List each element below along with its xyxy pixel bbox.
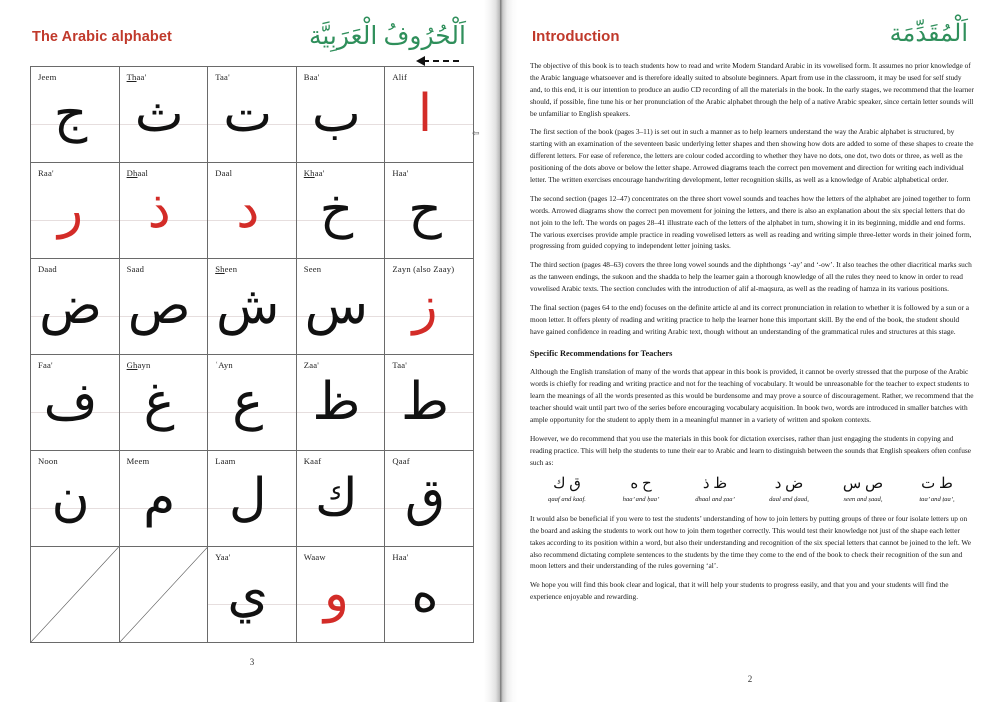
letter-name: Faa' xyxy=(38,360,53,370)
letter-glyph: ص xyxy=(127,278,191,335)
pair-arabic: ط ت xyxy=(921,476,953,493)
letter-cell-qaaf xyxy=(385,451,473,546)
table-row xyxy=(31,451,474,547)
paragraph: The objective of this book is to teach students how to read and write Modern Standard Arabic in its vowelised form. It assumes no prior knowledge of the Arabic language whatsoever and is therefore ideally suited to absolute beginners. Apart from use in the classroom, it may be used for self study and, to this end, it is our intention to produce an audio CD recording of all the materials in the book. In the early stages, we recommend that the learner should, if possible, fine tune his or her pronunciation of the Arabic alphabet through the help of a native Arabic speaker, since certain letter sounds will be unfamiliar to English speakers. xyxy=(530,61,974,118)
letter-name: Saad xyxy=(126,264,145,274)
letter-glyph: ض xyxy=(39,278,103,335)
letter-glyph: س xyxy=(304,278,369,335)
paragraph: It would also be beneficial if you were to test the students’ understanding of how to join letters by putting groups of three or four isolate letters up on the board and asking the students to work out how to join them together correctly. This would test their knowledge not just of the shape each letter takes according to its position within a word, but also their understanding and recognition of the six special letters that cannot be joined to the left. We also recommend dictating complete sentences to the students by the time they come to the end of the book to check their recognition of the sun and moon letters and their understanding of the rules governing ‘al’. xyxy=(530,513,972,571)
letter-glyph: ذ xyxy=(147,182,171,239)
letter-pair xyxy=(678,475,752,505)
page-edge-arrow-icon: ⇦ xyxy=(472,128,480,138)
letter-name: Taa' xyxy=(215,72,230,82)
letter-name: Laam xyxy=(215,456,236,466)
letter-cell-jeem xyxy=(31,67,119,162)
letter-name: Haa' xyxy=(392,552,409,562)
letter-glyph: ط xyxy=(400,374,450,431)
letter-cell-khaa xyxy=(297,163,385,258)
page-number-right: 2 xyxy=(747,674,753,684)
paragraph: However, we do recommend that you use the materials in this book for dictation exercises, rather than just engaging the students in copying and reading practice. This will help the students to tune their ear to Arabic and learn to distinguish between the sounds that English speakers often confuse such as: xyxy=(530,433,971,467)
right-page xyxy=(500,0,1000,702)
letter-name: Khaa' xyxy=(303,168,325,178)
introduction-title-arabic: اَلْمُقَدِّمَة xyxy=(889,21,968,47)
pair-transliteration: seen and ṣaad, xyxy=(843,496,883,504)
table-row xyxy=(31,547,474,643)
confusable-letter-pairs xyxy=(530,475,974,505)
letter-cell-daad xyxy=(31,259,119,354)
letter-name: ʿAyn xyxy=(215,360,233,370)
pair-arabic: ص س xyxy=(842,476,884,493)
pair-arabic: ض د xyxy=(774,476,804,493)
letter-cell-dhaal xyxy=(120,163,208,258)
pair-transliteration: daal and ḍaad, xyxy=(769,496,809,504)
letter-glyph: ك xyxy=(314,470,358,527)
letter-cell-yaa xyxy=(208,547,296,642)
letter-pair xyxy=(530,475,604,505)
letter-name: Meem xyxy=(126,456,150,466)
letter-name: Kaaf xyxy=(303,456,322,466)
letter-glyph: و xyxy=(323,566,349,623)
table-row xyxy=(31,355,474,451)
paragraph: Although the English translation of many of the words that appear in this book is provided, it cannot be overly stressed that the purpose of the Arabic words is chiefly for reading and writing practice and not for the teaching of vocabulary. It would be unreasonable for the teacher to expect students to learn the meanings of all the words presented as this would be burdensome and may prove a source of discouragement. Rather, we recommend that the teacher should wait until part two of the series before encouraging vocabulary acquisition. In book two, words are introduced in smaller batches with ample opportunity for the student to apply them in a meaningful manner in a variety of written and spoken contexts. xyxy=(530,367,974,424)
letter-glyph: ش xyxy=(216,278,280,335)
letter-cell-haa-soft xyxy=(385,547,473,642)
letter-cell-haa-hard xyxy=(385,163,473,258)
letter-cell-alif xyxy=(385,67,473,162)
letter-cell-kaaf xyxy=(297,451,385,546)
letter-pair xyxy=(900,475,974,505)
letter-glyph: ق xyxy=(404,470,446,527)
letter-glyph: ج xyxy=(53,86,88,143)
letter-cell-noon xyxy=(31,451,119,546)
letter-name: Daal xyxy=(215,168,233,178)
letter-glyph: ي xyxy=(227,566,269,623)
table-row xyxy=(31,259,474,355)
letter-name: Daad xyxy=(38,264,57,274)
letter-name: Thaa' xyxy=(126,72,147,82)
letter-glyph: ت xyxy=(223,86,273,143)
letter-name: Dhaal xyxy=(126,168,149,178)
letter-cell-waaw xyxy=(297,547,385,642)
letter-pair xyxy=(826,475,900,505)
letter-glyph: د xyxy=(236,182,260,239)
section-subheading: Specific Recommendations for Teachers xyxy=(530,348,673,358)
pair-arabic: ح ه xyxy=(630,476,652,493)
letter-cell-ghayn xyxy=(120,355,208,450)
right-page-header xyxy=(530,21,972,60)
letter-cell-thaa xyxy=(120,67,208,162)
paragraph: The third section (pages 48–63) covers the three long vowel sounds and the diphthongs ‘-ay’ and ‘-ow’. It also teaches the other diacritical marks such as the tanween endings, the sukoon and the shadda to help the learner gain a thorough knowledge of all the rules they need to know in order to read vowelised Arabic texts. The section concludes with the introduction of alif al-maqsura, as well as the reading of hamza in its various positions. xyxy=(530,260,972,294)
table-row xyxy=(31,67,474,163)
letter-cell-zaa xyxy=(297,355,385,450)
page-title: The Arabic alphabet xyxy=(32,29,172,45)
page-number-left: 3 xyxy=(249,657,255,667)
letter-name: Zayn (also Zaay) xyxy=(392,264,455,274)
introduction-body xyxy=(530,60,974,603)
letter-glyph: ف xyxy=(43,374,98,431)
letter-cell-empty xyxy=(120,547,208,642)
letter-cell-empty xyxy=(31,547,119,642)
arabic-alphabet-table xyxy=(30,66,474,643)
letter-cell-saad xyxy=(120,259,208,354)
letter-glyph: ر xyxy=(58,182,84,239)
pair-arabic: ق ك xyxy=(553,476,581,493)
letter-name: Haa' xyxy=(392,168,409,178)
letter-glyph: م xyxy=(143,470,176,527)
letter-name: Sheen xyxy=(215,264,238,274)
letter-name: Waaw xyxy=(303,552,326,562)
letter-cell-laam xyxy=(208,451,296,546)
paragraph: The first section of the book (pages 3–11) is set out in such a manner as to help learners understand the way the Arabic alphabet is structured, by starting with an examination of the seventeen basic underlying letter shapes and then showing how dots are added to some of these shapes to create the different letters. For ease of reference, the letters are colour coded according to whether they have no dots, one dot, two dots or three, as well as the positioning of the dots above or below the letter shape. Arrowed diagrams teach the correct pen movement and direction for writing each individual letter. The written exercises encourage handwriting development, letter recognition skills, as well as a knowledge of Arabic alphabetical order. xyxy=(530,127,974,185)
pair-transliteration: qaaf and kaaf. xyxy=(548,496,586,504)
letter-cell-raa xyxy=(31,163,119,258)
letter-name: Taa' xyxy=(392,360,408,370)
letter-glyph: ب xyxy=(311,86,361,143)
letter-glyph: ل xyxy=(228,470,267,527)
letter-cell-faa xyxy=(31,355,119,450)
letter-name: Ghayn xyxy=(126,360,151,370)
letter-cell-ayn xyxy=(208,355,296,450)
letter-cell-zayn xyxy=(385,259,473,354)
letter-name: Qaaf xyxy=(392,456,410,466)
letter-name: Seen xyxy=(303,264,322,274)
letter-glyph: ه xyxy=(411,566,439,623)
paragraph: The final section (pages 64 to the end) focuses on the definite article al and its correct pronunciation in relation to whether it is followed by a sun or a moon letter. It offers plenty of reading and writing practice to help the learner hone this important skill. By the end of the book, the student should have gained confidence in reading and writing Arabic text, though without an understanding of the grammatical rules and structures at this stage. xyxy=(530,303,970,336)
letter-name: Baa' xyxy=(303,72,320,82)
introduction-title: Introduction xyxy=(532,28,620,45)
letter-cell-taa-emphatic xyxy=(385,355,473,450)
letter-cell-sheen xyxy=(208,259,296,354)
pair-arabic: ظ ذ xyxy=(702,476,728,493)
letter-pair xyxy=(752,475,826,505)
letter-pair xyxy=(604,475,678,505)
letter-name: Raa' xyxy=(38,168,54,178)
letter-cell-daal xyxy=(208,163,296,258)
letter-glyph: خ xyxy=(319,182,354,239)
pair-transliteration: taa’ and ṭaa’, xyxy=(919,496,955,504)
letter-glyph: ث xyxy=(134,86,184,143)
pair-transliteration: dhaal and ẓaa’ xyxy=(695,496,735,504)
letter-glyph: ظ xyxy=(312,374,361,431)
letter-name: Noon xyxy=(38,456,58,466)
left-page-header xyxy=(30,23,474,62)
letter-glyph: ح xyxy=(408,182,442,239)
letter-cell-meem xyxy=(120,451,208,546)
paragraph: We hope you will find this book clear and logical, that it will help your students to progress easily, and that you and your students will find the experience enjoyable and rewarding. xyxy=(530,580,949,602)
paragraph: The second section (pages 12–47) concentrates on the three short vowel sounds and teaches how the letters of the alphabet are joined together to form words. Arrowed diagrams show the correct pen movement for joining the letters, and there is also an explanation about the six special letters that do not join to the left. The words on pages 28–41 illustrate each of the letters of the alphabet in turn, showing it in its beginning, middle and end forms. The various exercises provide ample practice in reading vowelised letters as well as reading and writing simple three-letter words in their joined form, progressing from guided copying to independent letter joining tasks. xyxy=(530,193,972,251)
letter-cell-baa xyxy=(297,67,385,162)
page-title-arabic: اَلْحُرُوفُ الْعَرَبِيَّة xyxy=(308,23,466,50)
right-to-left-arrow-icon xyxy=(416,56,460,66)
pair-transliteration: haa’ and ḥaa’ xyxy=(622,496,660,504)
letter-name: Yaa' xyxy=(215,552,231,562)
table-row xyxy=(31,163,474,259)
letter-name: Zaa' xyxy=(303,360,320,370)
letter-glyph: ا xyxy=(417,86,433,143)
letter-cell-taa xyxy=(208,67,296,162)
letter-glyph: غ xyxy=(143,374,175,431)
letter-glyph: ع xyxy=(232,374,264,431)
letter-glyph: ن xyxy=(51,470,90,527)
letter-cell-seen xyxy=(297,259,385,354)
letter-name: Alif xyxy=(392,72,408,82)
book-gutter xyxy=(484,0,518,702)
letter-name: Jeem xyxy=(38,72,57,82)
letter-glyph: ز xyxy=(412,278,438,335)
